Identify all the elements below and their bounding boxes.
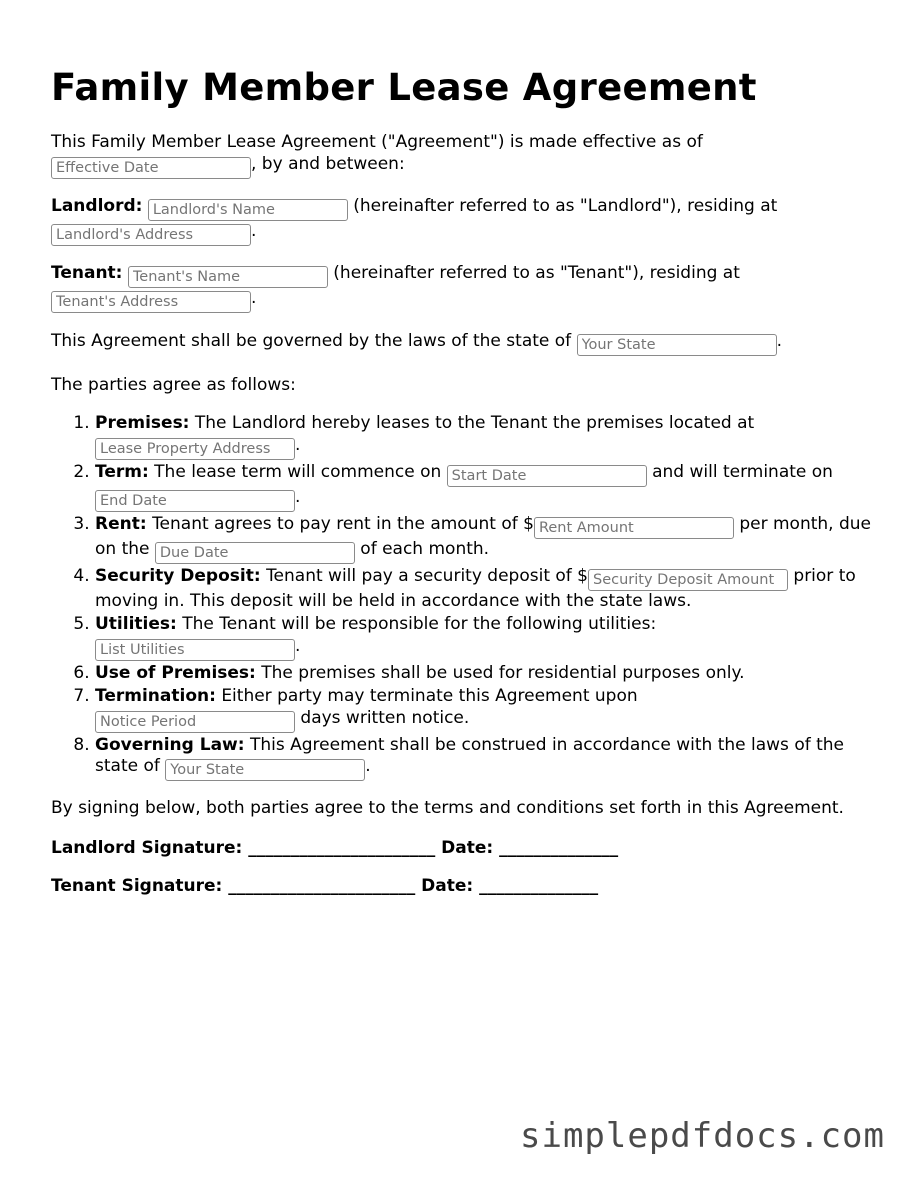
security-deposit-input[interactable] [588, 569, 788, 591]
use-label: Use of Premises: [95, 662, 256, 683]
deposit-label: Security Deposit: [95, 565, 261, 586]
governing-paragraph: This Agreement shall be governed by the laws of the state of Your State . [51, 331, 881, 356]
list-item-utilities: 5. Utilities: The Tenant will be responsible for the following utilities: List Utilities . [95, 614, 881, 661]
footer-brand: simplepdfdocs.com [520, 1116, 885, 1156]
landlord-signature-line: Landlord Signature: ______________________ Date: ______________ [51, 837, 619, 858]
governing-text: This Agreement shall be governed by the laws of the state of [51, 330, 572, 351]
list-item-rent [95, 514, 881, 564]
notice-period-input[interactable] [95, 711, 295, 733]
signing-text: By signing below, both parties agree to the terms and conditions set forth in this Agreement. [51, 798, 844, 818]
list-item-security-deposit [95, 566, 881, 613]
tenant-signature-line: Tenant Signature: ______________________ Date: ______________ [51, 875, 599, 896]
utilities-text: The Tenant will be responsible for the following utilities: [182, 614, 657, 634]
terms-list [51, 413, 881, 781]
rent-text-after: of each month. [360, 538, 490, 559]
tenant-address-input[interactable] [51, 291, 251, 313]
parties-agree-text: The parties agree as follows: [51, 374, 296, 395]
tenant-text: (hereinafter referred to as "Tenant"), residing at [333, 262, 740, 283]
rent-amount-input[interactable] [534, 517, 734, 539]
landlord-paragraph: Landlord: Landlord's Name (hereinafter referred to as "Landlord"), residing at Landlord's Address . [51, 196, 881, 246]
lease-document [51, 66, 881, 897]
intro-paragraph [51, 132, 881, 179]
premises-label: Premises: [95, 413, 190, 433]
term-text-middle: and will terminate on [652, 461, 833, 482]
page-title: Family Member Lease Agreement [51, 66, 757, 109]
list-item-term: 2. Term: The lease term will commence on Start Date and will terminate on End Date . [95, 462, 881, 512]
term-label: Term: [95, 461, 149, 482]
tenant-paragraph: Tenant: Tenant's Name (hereinafter referred to as "Tenant"), residing at Tenant's Address . [51, 263, 881, 313]
list-item-premises: 1. Premises: The Landlord hereby leases to the Tenant the premises located at Lease Property Address . [95, 413, 881, 460]
list-item-governing-law: 8. Governing Law: This Agreement shall be construed in accordance with the laws of the state of Your State . [95, 735, 881, 782]
termination-text-after: days written notice. [300, 707, 470, 728]
due-date-input[interactable] [155, 542, 355, 564]
list-item-use [95, 663, 881, 685]
premises-text: The Landlord hereby leases to the Tenant the premises located at [194, 413, 755, 433]
landlord-text: (hereinafter referred to as "Landlord"), residing at [353, 195, 778, 216]
intro-text-after: , by and between: [251, 153, 405, 174]
lease-property-address-input[interactable] [95, 438, 295, 460]
term-text: The lease term will commence on [154, 461, 442, 482]
utilities-label: Utilities: [95, 614, 177, 634]
start-date-input[interactable] [447, 465, 647, 487]
tenant-name-input[interactable] [128, 266, 328, 288]
law-text: This Agreement shall be construed in accordance with the laws of the state of [95, 734, 845, 776]
landlord-name-input[interactable] [148, 199, 348, 221]
rent-text: Tenant agrees to pay rent in the amount of $ [152, 513, 534, 534]
end-date-input[interactable] [95, 490, 295, 512]
tenant-label: Tenant: [51, 262, 123, 283]
effective-date-input[interactable] [51, 157, 251, 179]
law-label: Governing Law: [95, 734, 245, 755]
law-state-input[interactable] [165, 759, 365, 781]
termination-text: Either party may terminate this Agreement upon [221, 686, 638, 706]
termination-label: Termination: [95, 686, 216, 706]
use-text: The premises shall be used for residential purposes only. [261, 662, 745, 683]
landlord-address-input[interactable] [51, 224, 251, 246]
landlord-label: Landlord: [51, 195, 143, 216]
rent-text-middle: per month, due on the [95, 513, 871, 559]
deposit-text: Tenant will pay a security deposit of $ [266, 565, 588, 586]
utilities-input[interactable] [95, 639, 295, 661]
deposit-text-after: prior to moving in. This deposit will be held in accordance with the state laws. [95, 565, 856, 611]
rent-label: Rent: [95, 513, 147, 534]
list-item-termination [95, 686, 881, 733]
intro-text: This Family Member Lease Agreement ("Agreement") is made effective as of [51, 132, 703, 152]
state-input[interactable] [577, 334, 777, 356]
